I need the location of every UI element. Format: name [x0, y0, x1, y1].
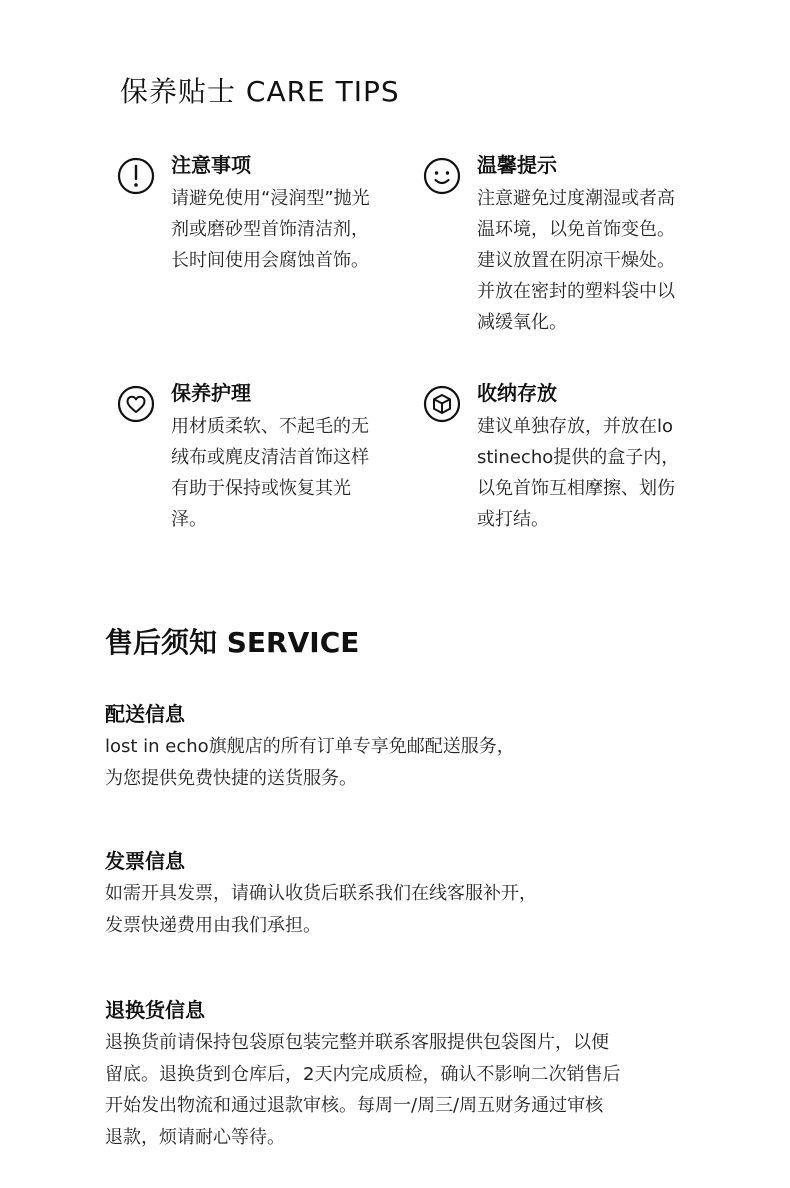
tip-body: 用材质柔软、不起毛的无绒布或麂皮清洁首饰这样有助于保持或恢复其光泽。: [171, 416, 369, 530]
section-text-line: lost in echo旗舰店的所有订单专享免邮配送服务，: [105, 736, 515, 757]
section-text-line: 退款，烦请耐心等待。: [105, 1126, 285, 1148]
section-text-line: 为您提供免费快捷的送货服务。: [105, 767, 357, 789]
tip-body: 建议单独存放，并放在lostinecho提供的盒子内，以免首饰互相摩擦、划伤或打结。: [477, 416, 680, 530]
service-return-section: [105, 995, 705, 1153]
tip-title: 收纳存放: [477, 381, 557, 405]
tip-body: 请避免使用“浸润型”抛光剂或磨砂型首饰清洁剂，长时间使用会腐蚀首饰。: [171, 188, 370, 271]
section-text-line: 退换货前请保持包袋原包装完整并联系客服提供包袋图片，以便: [105, 1032, 609, 1053]
section-text-line: 留底。退换货到仓库后，2天内完成质检，确认不影响二次销售后: [105, 1063, 621, 1085]
smiley-face-icon: [423, 157, 461, 195]
service-invoice-section: [105, 846, 705, 941]
exclamation-circle-icon: [117, 157, 155, 195]
tip-title: 保养护理: [171, 381, 251, 405]
service-title: 售后须知 SERVICE: [105, 626, 360, 659]
section-heading: 配送信息: [105, 702, 185, 726]
heart-circle-icon: [117, 385, 155, 423]
box-circle-icon: [423, 385, 461, 423]
service-delivery-section: [105, 699, 705, 794]
care-tips-title: 保养贴士 CARE TIPS: [120, 75, 400, 108]
tip-body: 注意避免过度潮湿或者高温环境，以免首饰变色。建议放置在阴凉干燥处。并放在密封的塑料袋中以减缓氧化。: [477, 188, 675, 333]
section-text-line: 开始发出物流和通过退款审核。每周一/周三/周五财务通过审核: [105, 1095, 604, 1116]
section-heading: 退换货信息: [105, 998, 205, 1022]
section-text-line: 如需开具发票，请确认收货后联系我们在线客服补开，: [105, 883, 537, 904]
tip-title: 注意事项: [171, 153, 251, 177]
section-text-line: 发票快递费用由我们承担。: [105, 914, 321, 936]
section-heading: 发票信息: [105, 849, 185, 873]
tip-title: 温馨提示: [477, 153, 557, 177]
